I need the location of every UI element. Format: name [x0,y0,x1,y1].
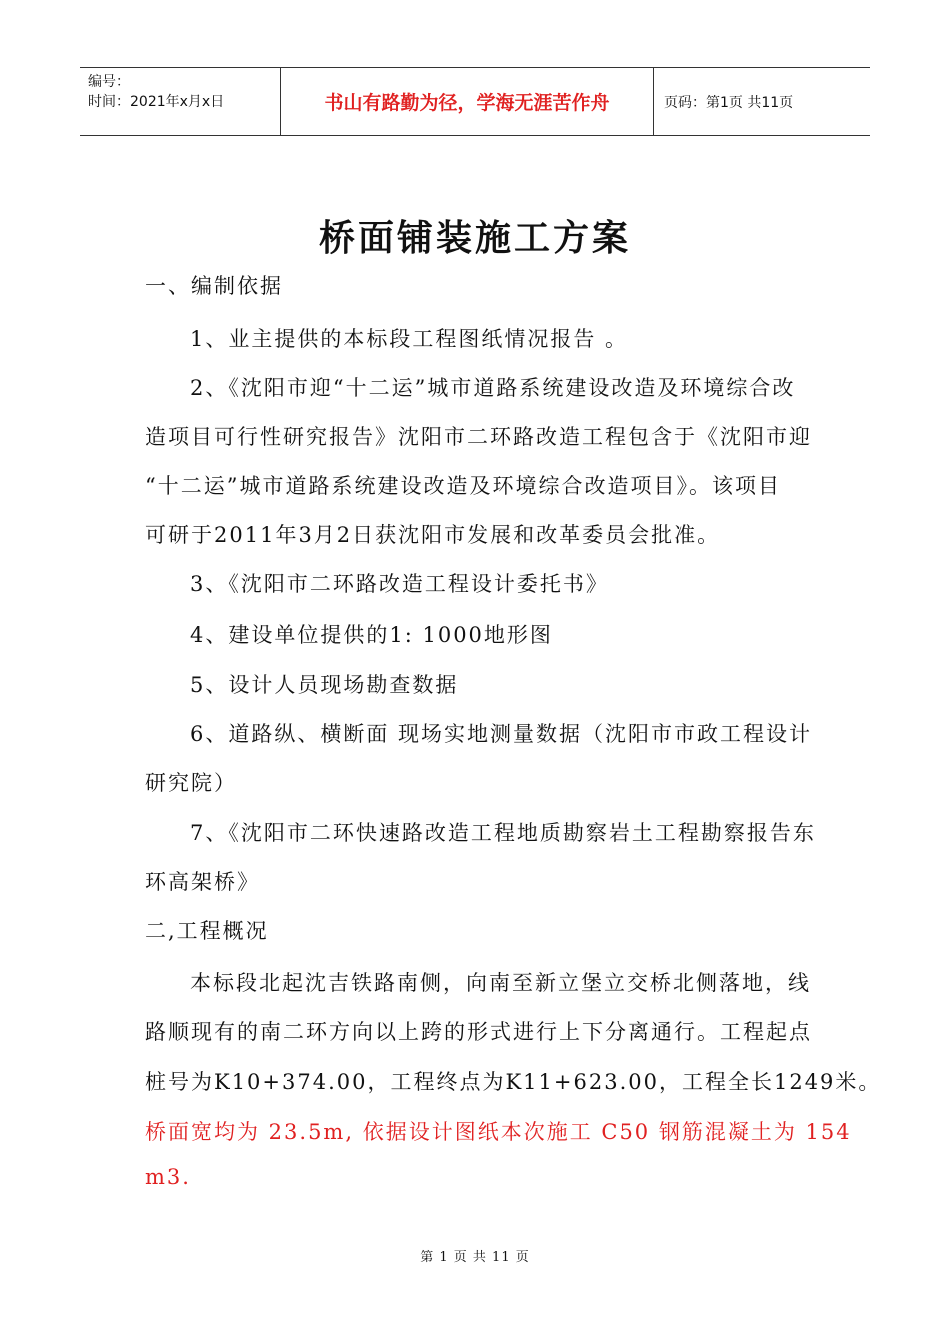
page-header [80,67,870,136]
document-title: 桥面铺装施工方案 [318,217,631,259]
paragraph-line: 4、建设单位提供的1: 1000地形图 [190,623,553,647]
paragraph-line: 研究院） [145,771,237,795]
section-heading-basis: 一、编制依据 [145,274,283,298]
paragraph-line: 造项目可行性研究报告》沈阳市二环路改造工程包含于《沈阳市迎 [145,425,812,449]
paragraph-line: 5、设计人员现场勘查数据 [190,673,459,697]
page-footer: 第 1 页 共 11 页 [420,1250,530,1265]
number-label: 编号： [88,74,130,90]
header-meta [80,68,280,135]
header-page-info: 页码：第1页 共11页 [664,94,794,111]
paragraph-line: 2、《沈阳市迎“十二运”城市道路系统建设改造及环境综合改 [190,376,796,400]
time-label: 时间：2021年x月x日 [88,94,225,110]
paragraph-line: “十二运”城市道路系统建设改造及环境综合改造项目》。该项目 [145,474,781,498]
paragraph-line: 桩号为K10+374.00，工程终点为K11+623.00，工程全长1249米。 [145,1070,882,1094]
paragraph-line: 路顺现有的南二环方向以上跨的形式进行上下分离通行。工程起点 [145,1020,812,1044]
paragraph-line: 环高架桥》 [145,870,260,894]
highlighted-line: m3. [145,1165,191,1189]
paragraph-line: 可研于2011年3月2日获沈阳市发展和改革委员会批准。 [145,523,721,547]
section-heading-overview: 二,工程概况 [145,919,269,943]
paragraph-line: 本标段北起沈吉铁路南侧，向南至新立堡立交桥北侧落地，线 [190,971,811,995]
header-motto: 书山有路勤为径，学海无涯苦作舟 [280,68,654,135]
paragraph-line: 6、道路纵、横断面 现场实地测量数据（沈阳市市政工程设计 [190,722,813,746]
paragraph-line: 3、《沈阳市二环路改造工程设计委托书》 [190,572,609,596]
paragraph-line: 7、《沈阳市二环快速路改造工程地质勘察岩土工程勘察报告东 [190,821,816,845]
paragraph-line: 1、业主提供的本标段工程图纸情况报告 。 [190,327,629,351]
highlighted-line: 桥面宽均为 23.5m, 依据设计图纸本次施工 C50 钢筋混凝土为 154 [145,1120,852,1144]
